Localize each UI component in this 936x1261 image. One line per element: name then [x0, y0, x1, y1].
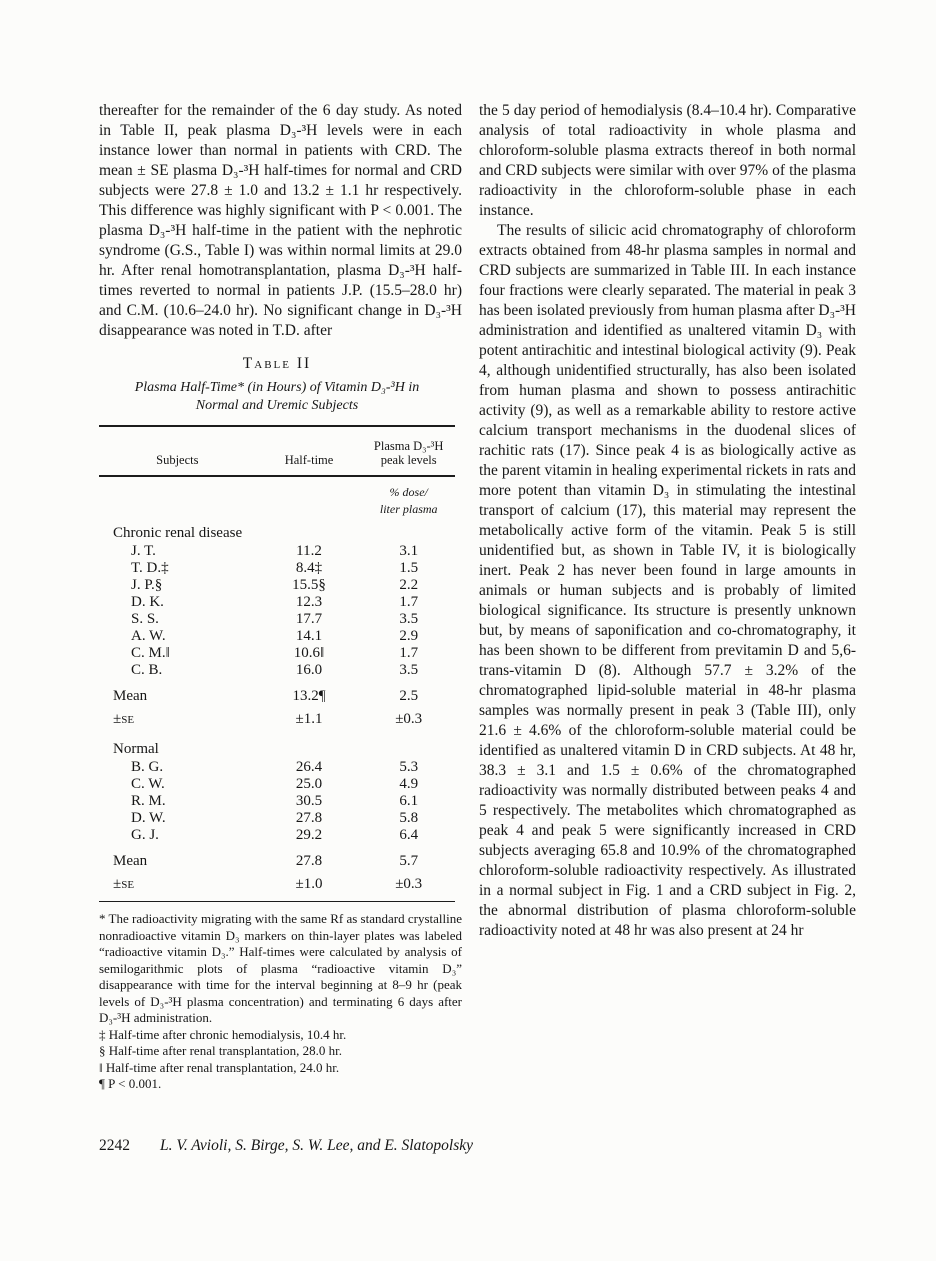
- column-header-peak: [362, 439, 455, 467]
- table-row: [99, 577, 455, 594]
- subject-cell: T. D.‡: [131, 560, 169, 576]
- halftime-cell: 30.5: [295, 793, 323, 809]
- journal-page: [99, 101, 856, 1093]
- table-row: [99, 543, 455, 560]
- peak-cell: 4.9: [399, 776, 419, 792]
- body-paragraph: the 5 day period of hemodialysis (8.4–10.4 hr). Comparative analysis of total radioactivity in whole plasma and chloroform-soluble plasma extracts thereof in both normal and CRD subjects were similar with over 97% of the plasma radioactivity in the chloroform-soluble phase in each instance.: [479, 102, 856, 219]
- halftime-cell: 14.1: [295, 628, 323, 644]
- footnote: § Half-time after renal transplantation, 28.0 hr.: [99, 1043, 342, 1058]
- peak-cell: 3.1: [399, 543, 419, 559]
- footnote: ‖ Half-time after renal transplantation, 24.0 hr.: [99, 1059, 340, 1075]
- column-header-subjects: Subjects: [156, 453, 199, 467]
- left-column: [99, 101, 462, 1093]
- table-row: [99, 594, 455, 611]
- peak-cell: 5.3: [399, 759, 419, 775]
- peak-cell: 1.5: [399, 560, 419, 576]
- halftime-cell: 8.4‡: [295, 560, 323, 576]
- table-row: [99, 560, 455, 577]
- units-cell: % dose/ liter plasma: [379, 485, 438, 516]
- halftime-cell: 12.3: [295, 594, 323, 610]
- table-body: [99, 477, 455, 901]
- peak-cell: 5.8: [399, 810, 419, 826]
- body-paragraph: The results of silicic acid chromatography of chloroform extracts obtained from 48-hr plasma samples in normal and CRD subjects are summarized in Table III. In each instance four fractions were clearly separated. The material in peak 3 has been isolated previously from human plasma after D₃-³H administration and identified as unaltered vitamin D₃ with potent antirachitic and intestinal biological activity (9). Peak 4, although unidentified structurally, has also been isolated from human plasma and shown to possess antirachitic activity (9), as well as a remarkable ability to restore active calcium transport mechanisms in the duodenal slices of rachitic rats (17). Since peak 4 is as biologically active as the parent vitamin in healing experimental rickets in rats and more potent than vitamin D₃ in stimulating the intestinal transport of calcium (17), this material may represent the metabolically active form of the vitamin. Peak 5 is still unidentified but, as shown in Table IV, it is biologically inert. Peak 2 has never been found in large amounts in animals or human subjects and is probably of limited biological significance. Its structure is presently unknown but, by means of saponification and co-chromatography, it has been shown to be different from previtamin D and 5,6-trans-vitamin D (8). Although 57.7 ± 3.2% of the chromatographed lipid-soluble material in 48-hr plasma samples was normally present in peak 3 (Table III), only 21.6 ± 4.6% of the chloroform-soluble material could be identified as unaltered vitamin D in CRD subjects. At 48 hr, 38.3 ± 3.1 and 1.5 ± 0.6% of the chromatographed radioactivity was normally distributed between peaks 4 and 5 respectively. The metabolites which chromatographed as peak 4 and peak 5 were significantly increased in CRD subjects averaging 65.8 and 10.9% of the chromatographed chloroform-soluble radioactivity respectively. As illustrated in a normal subject in Fig. 1 and a CRD subject in Fig. 2, the abnormal distribution of plasma chloroform-soluble radioactivity noted at 48 hr was also present at 24 hr: [479, 222, 856, 939]
- right-column: [479, 101, 856, 1093]
- column-header-peak-line1: Plasma D₃-³H: [373, 439, 444, 453]
- se-row: ±se ±1.0 ±0.3: [113, 876, 423, 892]
- table-rule-bottom: [99, 901, 455, 902]
- peak-cell: 2.9: [399, 628, 419, 644]
- subject-cell: R. M.: [131, 793, 166, 809]
- peak-cell: 3.5: [399, 611, 419, 627]
- table-ii: [99, 355, 455, 902]
- table-row: [99, 662, 455, 679]
- table-title: Table II: [242, 355, 312, 372]
- subject-cell: S. S.: [131, 611, 159, 627]
- halftime-cell: 15.5§: [292, 577, 326, 593]
- running-authors: L. V. Avioli, S. Birge, S. W. Lee, and E. Slatopolsky: [160, 1137, 474, 1154]
- footnote: ¶ P < 0.001.: [99, 1076, 162, 1091]
- table-row: [99, 628, 455, 645]
- mean-row: Mean 13.2¶ 2.5: [113, 688, 419, 704]
- subject-cell: G. J.: [131, 827, 159, 843]
- page-number: 2242: [99, 1137, 130, 1154]
- table-row: [99, 810, 455, 827]
- table-row: [99, 827, 455, 844]
- group-label-crd: Chronic renal disease: [113, 525, 243, 541]
- subject-cell: C. B.: [131, 662, 163, 678]
- subject-cell: D. W.: [131, 810, 166, 826]
- se-row: ±se ±1.1 ±0.3: [113, 711, 423, 727]
- peak-cell: 2.2: [399, 577, 419, 593]
- subject-cell: B. G.: [131, 759, 164, 775]
- footnote: ‡ Half-time after chronic hemodialysis, 10.4 hr.: [99, 1026, 347, 1042]
- subject-cell: A. W.: [131, 628, 166, 644]
- peak-cell: 1.7: [399, 594, 419, 610]
- table-row: [99, 776, 455, 793]
- table-header-row: [99, 427, 455, 475]
- body-paragraph: thereafter for the remainder of the 6 day study. As noted in Table II, peak plasma D₃-³H levels were in each instance lower than normal in patients with CRD. The mean ± SE plasma D₃-³H half-times for normal and CRD subjects were 27.8 ± 1.0 and 13.2 ± 1.1 hr respectively. This difference was highly significant with P < 0.001. The plasma D₃-³H half-time in the patient with the nephrotic syndrome (G.S., Table I) was within normal limits at 29.0 hr. After renal homotransplantation, plasma D₃-³H half-times reverted to normal in patients J.P. (15.5–28.0 hr) and C.M. (10.6–24.0 hr). No significant change in D₃-³H disappearance was noted in T.D. after: [99, 102, 462, 339]
- table-row: [99, 611, 455, 628]
- units-row: [99, 477, 455, 520]
- peak-cell: 1.7: [399, 645, 419, 661]
- halftime-cell: 17.7: [295, 611, 323, 627]
- mean-row: Mean 27.8 5.7: [113, 853, 419, 869]
- peak-cell: 6.1: [399, 793, 419, 809]
- column-header-halftime: Half-time: [284, 453, 334, 467]
- page-footer: [99, 1137, 473, 1155]
- column-header-peak-line2: peak levels: [380, 453, 437, 467]
- subject-cell: D. K.: [131, 594, 164, 610]
- peak-cell: 6.4: [399, 827, 419, 843]
- subject-cell: J. P.§: [131, 577, 163, 593]
- halftime-cell: 11.2: [296, 543, 322, 559]
- table-row: [99, 793, 455, 810]
- footnote: * The radioactivity migrating with the same Rf as standard crystalline nonradioactive vitamin D₃ markers on thin-layer plates was labeled “radioactive vitamin D₃.” Half-times were calculated by analysis of semilogarithmic plots of plasma “radioactive vitamin D₃” disappearance with time for the interval beginning at 8–9 hr (peak levels of D₃-³H plasma concentration) and terminating 6 days after D₃-³H administration.: [99, 911, 462, 1025]
- halftime-cell: 25.0: [295, 776, 323, 792]
- halftime-cell: 16.0: [295, 662, 323, 678]
- table-footnotes: [99, 911, 462, 1093]
- halftime-cell: 29.2: [295, 827, 323, 843]
- halftime-cell: 27.8: [295, 810, 323, 826]
- subject-cell: J. T.: [131, 543, 156, 559]
- table-row: [99, 645, 455, 662]
- halftime-cell: 26.4: [295, 759, 323, 775]
- table-caption: Plasma Half-Time* (in Hours) of Vitamin D₃-³H in Normal and Uremic Subjects: [134, 380, 420, 413]
- halftime-cell: 10.6‖: [293, 645, 325, 661]
- subject-cell: C. W.: [131, 776, 165, 792]
- peak-cell: 3.5: [399, 662, 419, 678]
- subject-cell: C. M.‖: [131, 645, 170, 661]
- group-label-normal: Normal: [113, 741, 159, 757]
- table-row: [99, 759, 455, 776]
